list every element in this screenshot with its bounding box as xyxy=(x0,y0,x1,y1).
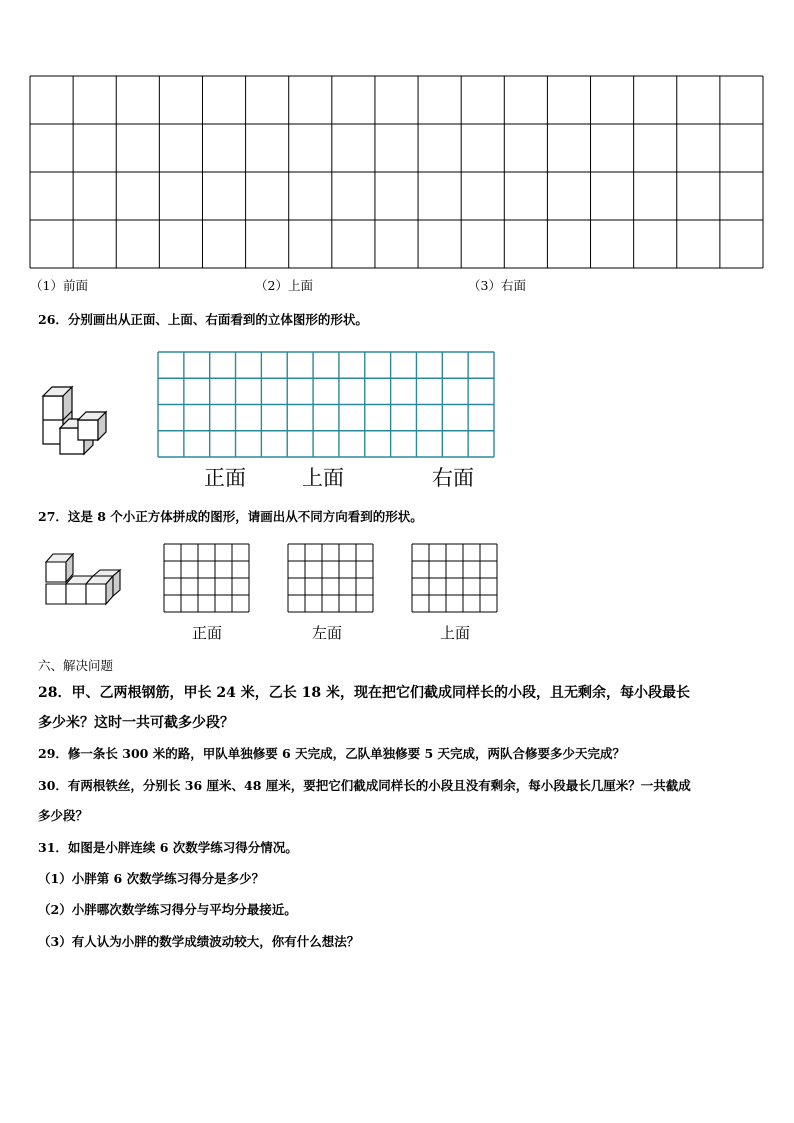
q29-question: 29．修一条长 300 米的路，甲队单独修要 6 天完成，乙队单独修要 5 天完成，两队合修要多少天完成？ xyxy=(38,746,625,761)
q26-cube-figure xyxy=(38,378,110,456)
q26-question: 26．分别画出从正面、上面、右面看到的立体图形的形状。 xyxy=(38,312,368,327)
q27-label-top: 上面 xyxy=(440,624,471,642)
q26-label-top: 上面 xyxy=(302,466,344,490)
q31-sub3: （3）有人认为小胖的数学成绩波动较大，你有什么想法？ xyxy=(38,934,360,949)
q25-caption-top: （2）上面 xyxy=(255,278,313,293)
q27-grid-front xyxy=(164,544,250,613)
q27-label-left: 左面 xyxy=(312,624,343,642)
q30-line2: 多少段？ xyxy=(38,808,89,823)
q27-cube-figure xyxy=(44,548,124,608)
q26-label-front: 正面 xyxy=(204,466,246,490)
q26-label-right: 右面 xyxy=(432,466,474,490)
q27-grid-top xyxy=(412,544,498,613)
q27-question: 27．这是 8 个小正方体拼成的图形，请画出从不同方向看到的形状。 xyxy=(38,509,423,524)
q28-line2: 多少米？这时一共可截多少段？ xyxy=(38,715,234,731)
section-title: 六、解决问题 xyxy=(38,658,114,673)
q30-line1: 30．有两根铁丝，分别长 36 厘米、48 厘米，要把它们截成同样长的小段且没有剩余，每小段最长几厘米？一共截成 xyxy=(38,778,691,793)
q28-line1: 28．甲、乙两根钢筋，甲长 24 米，乙长 18 米，现在把它们截成同样长的小段，且无剩余，每小段最长 xyxy=(38,685,690,701)
q25-answer-grid xyxy=(30,76,764,269)
q26-answer-grid xyxy=(158,352,495,458)
q27-grid-left xyxy=(288,544,374,613)
q31-sub2: （2）小胖哪次数学练习得分与平均分最接近。 xyxy=(38,902,297,917)
q25-caption-right: （3）右面 xyxy=(468,278,526,293)
q31-question: 31．如图是小胖连续 6 次数学练习得分情况。 xyxy=(38,840,298,855)
q25-caption-front: （1）前面 xyxy=(30,278,88,293)
q27-label-front: 正面 xyxy=(192,624,223,642)
q31-sub1: （1）小胖第 6 次数学练习得分是多少？ xyxy=(38,871,265,886)
